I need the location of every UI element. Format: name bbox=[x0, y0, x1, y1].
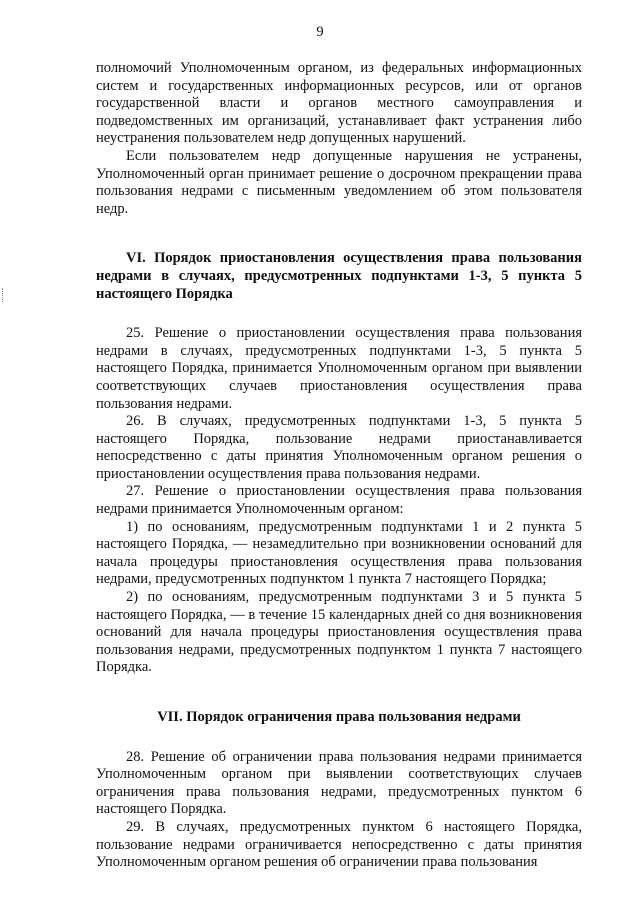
paragraph-early-termination: Если пользователем недр допущенные нарушения не устранены, Уполномоченный орган принимает решение о досрочном прекращении права пользования недрами с письменным уведомлением об этом пользователя недр. bbox=[96, 147, 582, 217]
clause-27: 27. Решение о приостановлении осуществления права пользования недрами принимается Уполномоченным органом: bbox=[96, 483, 582, 518]
section-vii-heading: VII. Порядок ограничения права пользования недрами bbox=[157, 709, 521, 725]
binding-mark bbox=[2, 288, 4, 302]
clause-27-item-2: 2) по основаниям, предусмотренным подпунктами 3 и 5 пункта 5 настоящего Порядка, — в течение 15 календарных дней со дня возникновения оснований для начала процедуры приостановления осуществления права пользования недрами, предусмотренных подпунктом 1 пункта 7 настоящего Порядка. bbox=[96, 589, 582, 676]
section-vi-heading: VI. Порядок приостановления осуществления права пользования недрами в случаях, предусмотренных подпунктами 1-3, 5 пункта 5 настоящего Порядка bbox=[96, 250, 582, 302]
clause-26: 26. В случаях, предусмотренных подпунктами 1-3, 5 пункта 5 настоящего Порядка, пользование недрами приостанавливается непосредственно с даты принятия Уполномоченным органом решения о приостановлении осуществления права пользования недрами. bbox=[96, 413, 582, 482]
clause-28: 28. Решение об ограничении права пользования недрами принимается Уполномоченным органом при выявлении соответствующих случаев ограничения права пользования недрами, предусмотренных пунктом 6 настоящего Порядка. bbox=[96, 748, 582, 818]
clause-29: 29. В случаях, предусмотренных пунктом 6 настоящего Порядка, пользование недрами ограничивается непосредственно с даты принятия Уполномоченным органом решения об ограничении права пользования bbox=[96, 818, 582, 871]
clause-25: 25. Решение о приостановлении осуществления права пользования недрами в случаях, предусмотренных подпунктами 1-3, 5 пункта 5 настоящего Порядка, принимается Уполномоченным органом при выявлении соответствующих случаев приостановления осуществления права пользования недрами. bbox=[96, 325, 582, 412]
paragraph-continuation: полномочий Уполномоченным органом, из федеральных информационных систем и государственных информационных ресурсов, или от органов государственной власти и органов местного самоуправления и подведомственных им организаций, устанавливает факт устранения либо неустранения пользователем недр допущенных нарушений. bbox=[96, 60, 582, 147]
page-number: 9 bbox=[316, 24, 324, 40]
page-body bbox=[96, 60, 582, 872]
clause-27-item-1: 1) по основаниям, предусмотренным подпунктами 1 и 2 пункта 5 настоящего Порядка, — незамедлительно при возникновении оснований для начала процедуры приостановления осуществления права пользования недрами, предусмотренных подпунктом 1 пункта 7 настоящего Порядка; bbox=[96, 518, 582, 588]
